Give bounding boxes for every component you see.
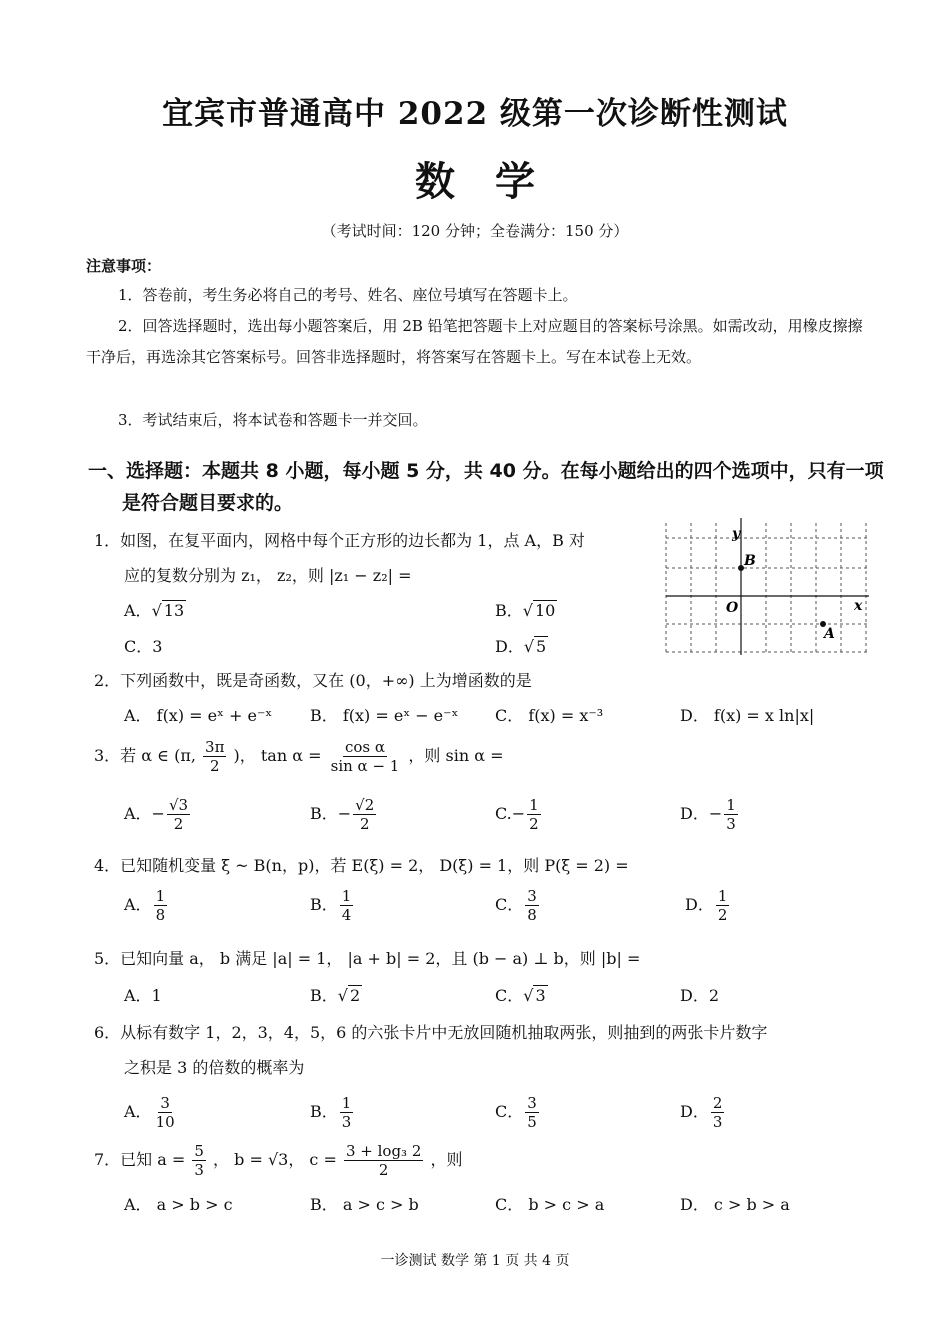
exam-title: 宜宾市普通高中 2022 级第一次诊断性测试 [162,96,788,132]
q3-option-d: D．− $\frac{1}{3}$ [680,796,736,833]
q7-option-a: A． a > b > c [124,1195,233,1214]
q3-option-c: C.− $\frac{1}{2}$ [495,796,539,833]
q2-option-c: C． f(x) = x⁻³ [495,706,604,725]
q6-line1: 6．从标有数字 1，2，3，4，5，6 的六张卡片中无放回随机抽取两张，则抽到的两张卡片数字 [94,1023,768,1042]
q5-option-a: A．1 [124,986,162,1005]
q2-stem: 2．下列函数中，既是奇函数，又在 (0，+∞) 上为增函数的是 [94,671,532,690]
notice-item-1: 1．答卷前，考生务必将自己的考号、姓名、座位号填写在答题卡上。 [118,286,578,304]
q2-option-d: D． f(x) = x ln|x| [680,706,815,725]
q1-option-d: D．√ 5 [495,637,547,656]
axis-label-x: x [854,598,863,614]
q5-stem: 5．已知向量 a， b 满足 |a| = 1， |a + b| = 2，且 (b − a) ⊥ b，则 |b| = [94,949,641,968]
notice-item-3: 3．考试结束后，将本试卷和答题卡一并交回。 [118,411,428,429]
q3-option-b: B．− $\frac{√2}{2}$ [310,796,375,833]
q7-option-b: B． a > c > b [310,1195,419,1214]
axis-label-y: y [732,526,741,542]
q6-option-a: A． $\frac{3}{10}$ [124,1094,175,1131]
point-b-label: B [744,553,756,569]
q6-line2: 之积是 3 的倍数的概率为 [124,1058,305,1077]
q7-option-d: D． c > b > a [680,1195,790,1214]
q3-stem: 3．若 α ∈ (π, $\frac{3\pi}{2}$ )， tan α = $\frac{\text{cos α}}{\text{sin α − 1}}$ ，则 sin α = [94,738,504,775]
q7-option-c: C． b > c > a [495,1195,605,1214]
q7-stem: 7．已知 a = $\frac{5}{3}$ ， b = √3， c = $\frac{\text{3 + log₃ 2}}{2}$ ，则 [94,1142,463,1179]
q4-option-a: A． $\frac{1}{8}$ [124,887,166,924]
q2-option-a: A． f(x) = eˣ + e⁻ˣ [124,706,273,725]
q5-option-c: C．√ 3 [495,986,546,1005]
point-a-label: A [824,626,835,642]
q1-option-b: B．√ 10 [495,601,556,620]
q1-grid-figure [664,518,874,658]
exam-time-info: （考试时间：120 分钟；全卷满分：150 分） [321,222,629,240]
q4-option-b: B． $\frac{1}{4}$ [310,887,352,924]
q5-option-d: D．2 [680,986,720,1005]
notice-heading: 注意事项： [86,257,162,275]
q6-option-b: B． $\frac{1}{3}$ [310,1094,352,1131]
q4-option-d: D． $\frac{1}{2}$ [685,887,728,924]
origin-label: O [726,600,739,616]
page-footer: 一诊测试 数学 第 1 页 共 4 页 [380,1253,570,1269]
section-heading: 一、选择题：本题共 8 小题，每小题 5 分，共 40 分。在每小题给出的四个选项中，只有一项是符合题目要求的。 [88,460,884,514]
subject-title: 数学 [415,158,575,205]
q1-line2: 应的复数分别为 z₁， z₂，则 |z₁ − z₂| = [124,566,412,585]
q6-option-c: C． $\frac{3}{5}$ [495,1094,537,1131]
q1-line1: 1．如图，在复平面内，网格中每个正方形的边长都为 1，点 A，B 对 [94,531,585,550]
notice-item-2: 2．回答选择题时，选出每小题答案后，用 2B 铅笔把答题卡上对应题目的答案标号涂黑。如需改动，用橡皮擦擦干净后，再选涂其它答案标号。回答非选择题时，将答案写在答题卡上。写在本试卷上无效。 [86,317,863,366]
q3-option-a: A．− $\frac{√3}{2}$ [124,796,189,833]
q4-stem: 4．已知随机变量 ξ ~ B(n，p)，若 E(ξ) = 2， D(ξ) = 1，则 P(ξ = 2) = [94,856,629,875]
q4-option-c: C． $\frac{3}{8}$ [495,887,537,924]
q5-option-b: B．√ 2 [310,986,361,1005]
q2-option-b: B． f(x) = eˣ − e⁻ˣ [310,706,459,725]
q1-option-a: A．√ 13 [124,601,185,620]
q6-option-d: D． $\frac{2}{3}$ [680,1094,723,1131]
q1-option-c: C．3 [124,637,163,656]
